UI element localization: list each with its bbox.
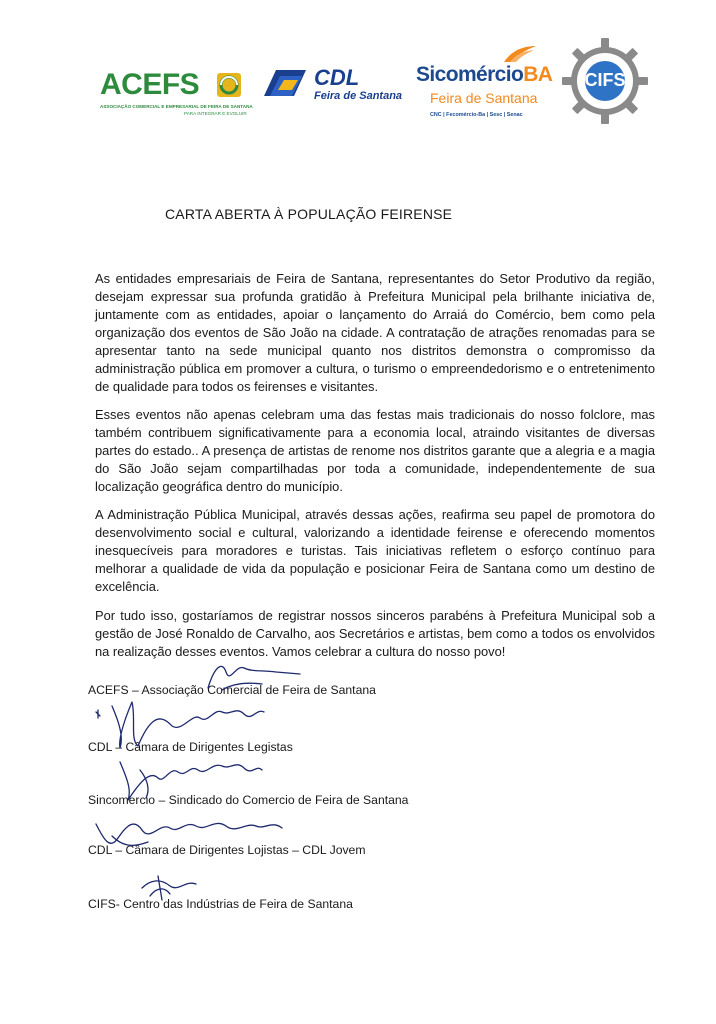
sicomercio-affiliations: CNC | Fecomércio-Ba | Sesc | Senac bbox=[430, 112, 523, 118]
signature-cifs bbox=[142, 881, 196, 896]
sicomercio-logo-name bbox=[416, 62, 552, 88]
sicomercio-logo bbox=[416, 44, 553, 126]
sicomercio-name-main: Sicomércio bbox=[416, 63, 524, 86]
paragraph-3: A Administração Pública Municipal, através dessas ações, reafirma seu papel de promotora do desenvolvimento social e cultural, valorizando a identidade feirense e oferecendo momentos inesquecíveis para moradores e turistas. Tais iniciativas refletem o esforço contínuo para melhorar a qualidade de vida da população e posicionar Feira de Santana como um destino de excelência. bbox=[95, 507, 655, 594]
signatory-acefs: ACEFS – Associação Comercial de Feira de Santana bbox=[88, 683, 376, 697]
cdl-logo-name: CDL bbox=[314, 65, 360, 90]
signatory-sincomercio: Sincomercio – Sindicado do Comercio de Feira de Santana bbox=[88, 793, 409, 807]
sicomercio-logo-subtitle: Feira de Santana bbox=[430, 90, 538, 106]
cdl-flag-icon bbox=[262, 66, 308, 102]
signatory-cifs: CIFS- Centro das Indústrias de Feira de Santana bbox=[88, 897, 353, 911]
acefs-logo-subtitle: ASSOCIAÇÃO COMERCIAL E EMPRESARIAL DE FEIRA DE SANTANA bbox=[100, 104, 253, 109]
cdl-logo bbox=[262, 66, 407, 106]
signatory-cdl-jovem: CDL – Câmara de Dirigentes Lojistas – CDL Jovem bbox=[88, 843, 366, 857]
acefs-swirl-icon bbox=[216, 72, 242, 98]
cdl-logo-subtitle: Feira de Santana bbox=[314, 90, 403, 102]
sicomercio-name-suffix: BA bbox=[523, 63, 553, 86]
cifs-logo bbox=[562, 38, 648, 124]
acefs-logo-tagline: PARA INTEGRAR E EVOLUIR bbox=[184, 111, 247, 116]
paragraph-2: Esses eventos não apenas celebram uma das festas mais tradicionais do nosso folclore, mas também contribuem significativamente para a economia local, atraindo visitantes de diversas partes do estado.. A presença de artistas de renome nos distritos garante que a alegria e a magia do São João sejam compartilhadas por toda a comunidade, independentemente de sua localização geográfica dentro do município. bbox=[95, 407, 655, 494]
paragraph-4: Por tudo isso, gostaríamos de registrar nossos sinceros parabéns à Prefeitura Municipal sob a gestão de José Ronaldo de Carvalho, aos Secretários e artistas, bem como a todos os envolvidos na realização desses eventos. Vamos celebrar a cultura do nosso povo! bbox=[95, 608, 655, 659]
letter-title: CARTA ABERTA À POPULAÇÃO FEIRENSE bbox=[165, 206, 453, 222]
paragraph-1: As entidades empresariais de Feira de Santana, representantes do Setor Produtivo da região, desejam expressar sua profunda gratidão à Prefeitura Municipal pela brilhante iniciativa de, juntamente com as entidades, apoiar o lançamento do Arraiá do Comércio, bem como pela organização dos eventos de São João na cidade. A contratação de atrações renomadas para se apresentar tanto na sede municipal quanto nos distritos demonstra o compromisso da administração pública em promover a cultura, o turismo o empreendedorismo e o entretenimento de qualidade para todos os feirenses e visitantes. bbox=[95, 271, 655, 394]
cifs-logo-name: CIFS bbox=[584, 70, 626, 90]
signatory-cdl: CDL – Câmara de Dirigentes Legistas bbox=[88, 740, 293, 754]
acefs-logo-name: ACEFS bbox=[100, 68, 200, 101]
acefs-logo bbox=[100, 68, 253, 120]
sicomercio-swoosh-icon bbox=[502, 44, 538, 64]
signature-cdl-jovem bbox=[96, 823, 282, 843]
